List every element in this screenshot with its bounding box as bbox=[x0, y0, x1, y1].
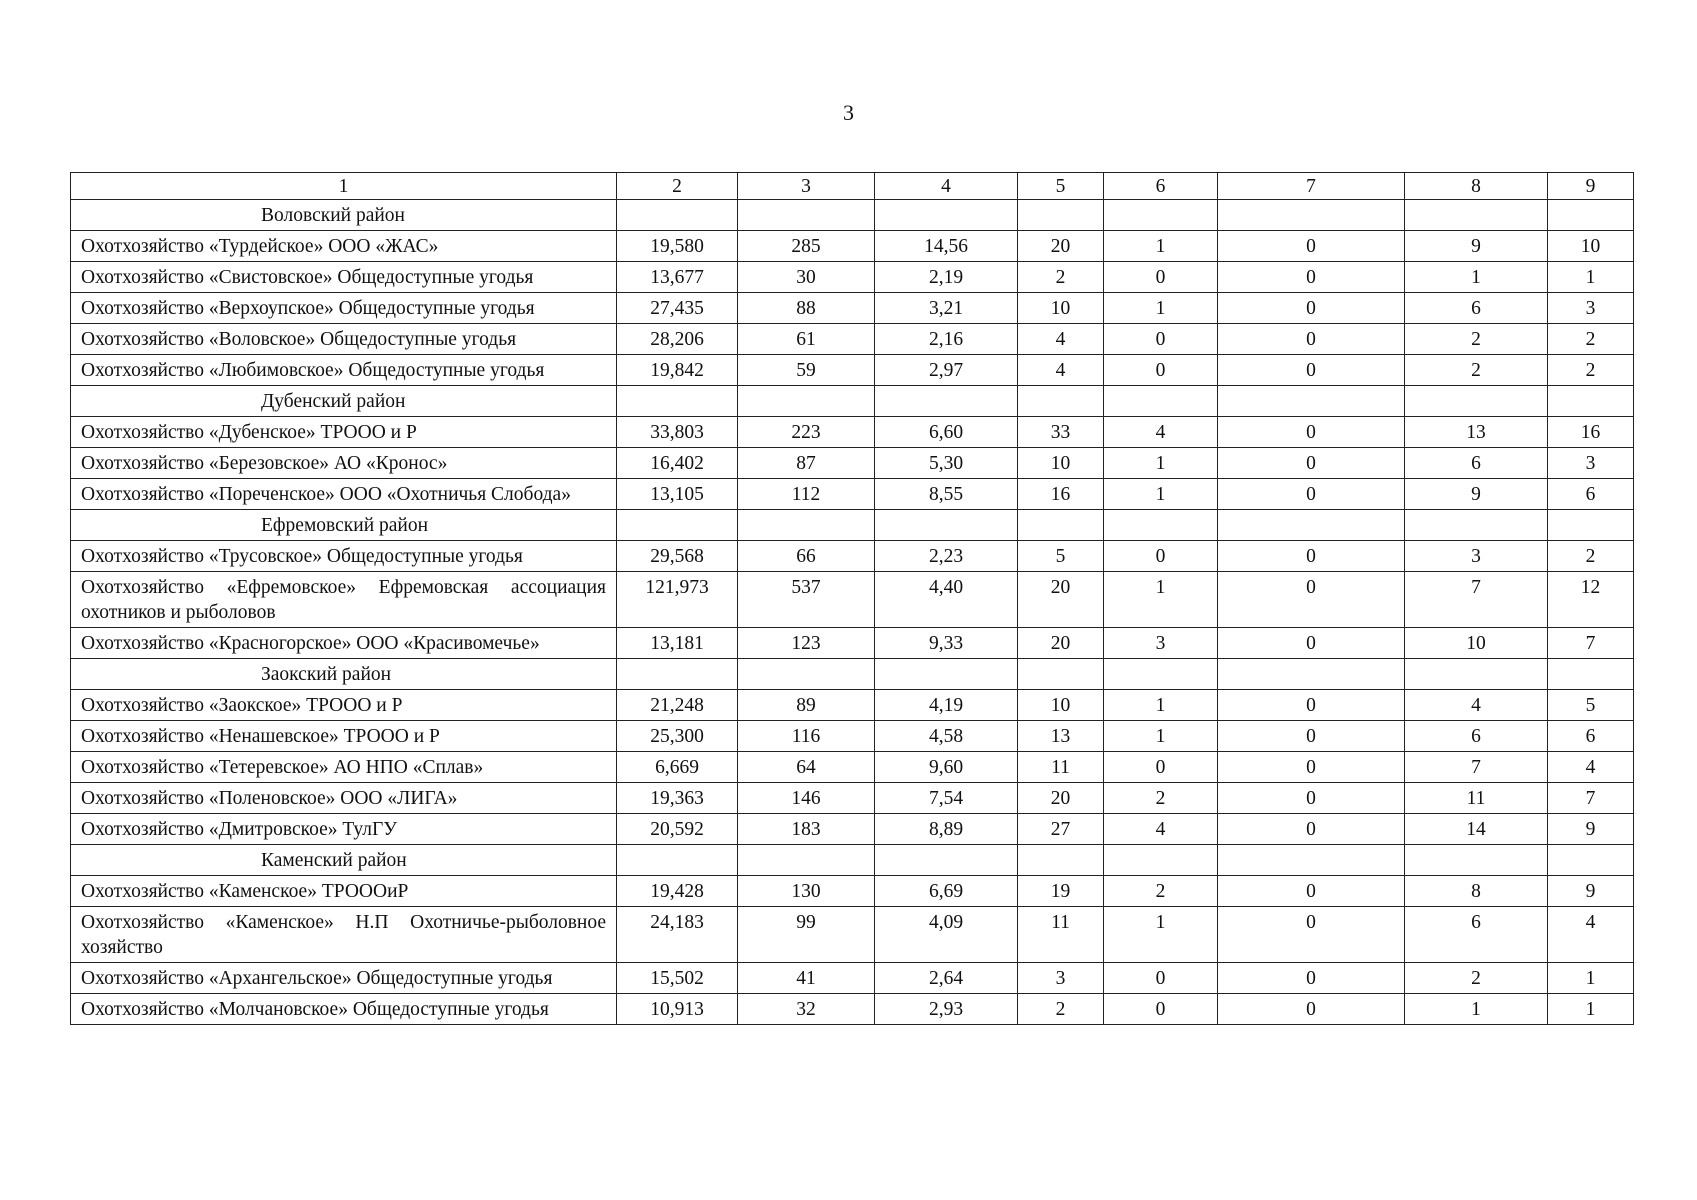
value-cell: 6,69 bbox=[875, 876, 1018, 907]
empty-cell bbox=[1548, 200, 1634, 231]
value-cell: 20 bbox=[1018, 231, 1104, 262]
value-cell: 3 bbox=[1548, 448, 1634, 479]
value-cell: 183 bbox=[738, 814, 875, 845]
table-row bbox=[71, 231, 1634, 262]
farm-name-cell: Охотхозяйство «Заокское» ТРООО и Р bbox=[71, 690, 617, 721]
value-cell: 0 bbox=[1218, 907, 1405, 963]
value-cell: 4,19 bbox=[875, 690, 1018, 721]
farm-name-cell: Охотхозяйство «Свистовское» Общедоступные угодья bbox=[71, 262, 617, 293]
empty-cell bbox=[738, 510, 875, 541]
table-row bbox=[71, 994, 1634, 1025]
value-cell: 2 bbox=[1405, 963, 1548, 994]
empty-cell bbox=[738, 386, 875, 417]
empty-cell bbox=[875, 386, 1018, 417]
value-cell: 0 bbox=[1218, 994, 1405, 1025]
value-cell: 0 bbox=[1218, 628, 1405, 659]
empty-cell bbox=[875, 659, 1018, 690]
value-cell: 10 bbox=[1018, 293, 1104, 324]
value-cell: 1 bbox=[1104, 448, 1218, 479]
value-cell: 8,55 bbox=[875, 479, 1018, 510]
value-cell: 61 bbox=[738, 324, 875, 355]
empty-cell bbox=[1405, 510, 1548, 541]
table-row bbox=[71, 417, 1634, 448]
farm-name-cell: Охотхозяйство «Верхоупское» Общедоступные угодья bbox=[71, 293, 617, 324]
value-cell: 0 bbox=[1104, 262, 1218, 293]
value-cell: 2 bbox=[1548, 541, 1634, 572]
empty-cell bbox=[617, 386, 738, 417]
farm-name-cell: Охотхозяйство «Каменское» ТРОООиР bbox=[71, 876, 617, 907]
value-cell: 88 bbox=[738, 293, 875, 324]
district-name: Каменский район bbox=[71, 845, 617, 876]
value-cell: 10 bbox=[1405, 628, 1548, 659]
table-row bbox=[71, 752, 1634, 783]
value-cell: 16 bbox=[1548, 417, 1634, 448]
district-name: Воловский район bbox=[71, 200, 617, 231]
district-name: Дубенский район bbox=[71, 386, 617, 417]
empty-cell bbox=[1218, 845, 1405, 876]
table-row bbox=[71, 262, 1634, 293]
value-cell: 5,30 bbox=[875, 448, 1018, 479]
value-cell: 6,669 bbox=[617, 752, 738, 783]
farm-name-cell: Охотхозяйство «Ненашевское» ТРООО и Р bbox=[71, 721, 617, 752]
value-cell: 285 bbox=[738, 231, 875, 262]
value-cell: 20,592 bbox=[617, 814, 738, 845]
value-cell: 9 bbox=[1548, 814, 1634, 845]
value-cell: 25,300 bbox=[617, 721, 738, 752]
district-row bbox=[71, 845, 1634, 876]
table-row bbox=[71, 293, 1634, 324]
value-cell: 0 bbox=[1218, 783, 1405, 814]
value-cell: 7 bbox=[1405, 752, 1548, 783]
value-cell: 4 bbox=[1104, 417, 1218, 448]
column-header: 5 bbox=[1018, 173, 1104, 200]
column-header: 1 bbox=[71, 173, 617, 200]
value-cell: 19 bbox=[1018, 876, 1104, 907]
value-cell: 19,363 bbox=[617, 783, 738, 814]
value-cell: 7 bbox=[1548, 783, 1634, 814]
value-cell: 19,428 bbox=[617, 876, 738, 907]
value-cell: 0 bbox=[1218, 231, 1405, 262]
value-cell: 33 bbox=[1018, 417, 1104, 448]
empty-cell bbox=[1218, 386, 1405, 417]
value-cell: 10 bbox=[1018, 690, 1104, 721]
value-cell: 0 bbox=[1218, 572, 1405, 628]
value-cell: 16,402 bbox=[617, 448, 738, 479]
value-cell: 3,21 bbox=[875, 293, 1018, 324]
value-cell: 0 bbox=[1218, 417, 1405, 448]
value-cell: 112 bbox=[738, 479, 875, 510]
value-cell: 1 bbox=[1104, 690, 1218, 721]
value-cell: 2 bbox=[1405, 324, 1548, 355]
value-cell: 4 bbox=[1018, 324, 1104, 355]
farm-name-cell: Охотхозяйство «Каменское» Н.П Охотничье-рыболовное хозяйство bbox=[71, 907, 617, 963]
value-cell: 537 bbox=[738, 572, 875, 628]
table-row bbox=[71, 814, 1634, 845]
empty-cell bbox=[875, 200, 1018, 231]
value-cell: 27 bbox=[1018, 814, 1104, 845]
value-cell: 7,54 bbox=[875, 783, 1018, 814]
farm-name-cell: Охотхозяйство «Воловское» Общедоступные угодья bbox=[71, 324, 617, 355]
column-header: 8 bbox=[1405, 173, 1548, 200]
farm-name-cell: Охотхозяйство «Турдейское» ООО «ЖАС» bbox=[71, 231, 617, 262]
empty-cell bbox=[875, 510, 1018, 541]
empty-cell bbox=[617, 200, 738, 231]
value-cell: 10 bbox=[1548, 231, 1634, 262]
value-cell: 32 bbox=[738, 994, 875, 1025]
value-cell: 33,803 bbox=[617, 417, 738, 448]
empty-cell bbox=[1218, 659, 1405, 690]
table-row bbox=[71, 876, 1634, 907]
value-cell: 3 bbox=[1018, 963, 1104, 994]
value-cell: 1 bbox=[1405, 994, 1548, 1025]
empty-cell bbox=[1018, 200, 1104, 231]
value-cell: 5 bbox=[1018, 541, 1104, 572]
empty-cell bbox=[738, 200, 875, 231]
farm-name-cell: Охотхозяйство «Поленовское» ООО «ЛИГА» bbox=[71, 783, 617, 814]
value-cell: 1 bbox=[1104, 572, 1218, 628]
empty-cell bbox=[1548, 386, 1634, 417]
value-cell: 6 bbox=[1548, 479, 1634, 510]
value-cell: 123 bbox=[738, 628, 875, 659]
value-cell: 1 bbox=[1405, 262, 1548, 293]
value-cell: 9 bbox=[1405, 231, 1548, 262]
column-header: 6 bbox=[1104, 173, 1218, 200]
value-cell: 2 bbox=[1405, 355, 1548, 386]
value-cell: 13,181 bbox=[617, 628, 738, 659]
value-cell: 0 bbox=[1218, 721, 1405, 752]
value-cell: 0 bbox=[1104, 963, 1218, 994]
value-cell: 19,580 bbox=[617, 231, 738, 262]
value-cell: 0 bbox=[1218, 355, 1405, 386]
farm-name-cell: Охотхозяйство «Дубенское» ТРООО и Р bbox=[71, 417, 617, 448]
table-row bbox=[71, 448, 1634, 479]
column-header: 3 bbox=[738, 173, 875, 200]
value-cell: 1 bbox=[1548, 262, 1634, 293]
farm-name-cell: Охотхозяйство «Березовское» АО «Кронос» bbox=[71, 448, 617, 479]
value-cell: 0 bbox=[1218, 752, 1405, 783]
value-cell: 2 bbox=[1104, 783, 1218, 814]
farm-name-cell: Охотхозяйство «Трусовское» Общедоступные угодья bbox=[71, 541, 617, 572]
farm-name-cell: Охотхозяйство «Молчановское» Общедоступные угодья bbox=[71, 994, 617, 1025]
value-cell: 13,105 bbox=[617, 479, 738, 510]
table-row bbox=[71, 355, 1634, 386]
value-cell: 2,97 bbox=[875, 355, 1018, 386]
value-cell: 20 bbox=[1018, 572, 1104, 628]
empty-cell bbox=[1104, 200, 1218, 231]
value-cell: 9,60 bbox=[875, 752, 1018, 783]
empty-cell bbox=[1548, 659, 1634, 690]
value-cell: 4,40 bbox=[875, 572, 1018, 628]
value-cell: 4,09 bbox=[875, 907, 1018, 963]
value-cell: 1 bbox=[1548, 994, 1634, 1025]
empty-cell bbox=[617, 510, 738, 541]
farm-name-cell: Охотхозяйство «Любимовское» Общедоступные угодья bbox=[71, 355, 617, 386]
value-cell: 146 bbox=[738, 783, 875, 814]
empty-cell bbox=[1548, 845, 1634, 876]
empty-cell bbox=[1104, 510, 1218, 541]
empty-cell bbox=[1405, 200, 1548, 231]
value-cell: 0 bbox=[1104, 355, 1218, 386]
value-cell: 0 bbox=[1104, 752, 1218, 783]
value-cell: 4,58 bbox=[875, 721, 1018, 752]
value-cell: 6 bbox=[1405, 293, 1548, 324]
value-cell: 87 bbox=[738, 448, 875, 479]
district-row bbox=[71, 386, 1634, 417]
district-row bbox=[71, 200, 1634, 231]
column-header: 7 bbox=[1218, 173, 1405, 200]
value-cell: 1 bbox=[1548, 963, 1634, 994]
value-cell: 89 bbox=[738, 690, 875, 721]
district-row bbox=[71, 659, 1634, 690]
value-cell: 0 bbox=[1218, 448, 1405, 479]
value-cell: 116 bbox=[738, 721, 875, 752]
empty-cell bbox=[738, 845, 875, 876]
empty-cell bbox=[738, 659, 875, 690]
value-cell: 14 bbox=[1405, 814, 1548, 845]
value-cell: 8,89 bbox=[875, 814, 1018, 845]
value-cell: 29,568 bbox=[617, 541, 738, 572]
empty-cell bbox=[1018, 386, 1104, 417]
hunting-farms-table bbox=[70, 172, 1634, 1025]
value-cell: 4 bbox=[1018, 355, 1104, 386]
column-header: 9 bbox=[1548, 173, 1634, 200]
value-cell: 4 bbox=[1104, 814, 1218, 845]
value-cell: 6 bbox=[1405, 721, 1548, 752]
value-cell: 24,183 bbox=[617, 907, 738, 963]
column-header: 2 bbox=[617, 173, 738, 200]
value-cell: 2 bbox=[1104, 876, 1218, 907]
table-row bbox=[71, 541, 1634, 572]
value-cell: 0 bbox=[1218, 690, 1405, 721]
farm-name-cell: Охотхозяйство «Дмитровское» ТулГУ bbox=[71, 814, 617, 845]
empty-cell bbox=[1405, 386, 1548, 417]
value-cell: 2 bbox=[1018, 262, 1104, 293]
value-cell: 0 bbox=[1104, 994, 1218, 1025]
value-cell: 0 bbox=[1218, 324, 1405, 355]
value-cell: 28,206 bbox=[617, 324, 738, 355]
table-body bbox=[71, 173, 1634, 1025]
value-cell: 0 bbox=[1104, 324, 1218, 355]
value-cell: 11 bbox=[1018, 907, 1104, 963]
table-row bbox=[71, 479, 1634, 510]
value-cell: 0 bbox=[1218, 479, 1405, 510]
value-cell: 130 bbox=[738, 876, 875, 907]
value-cell: 9 bbox=[1548, 876, 1634, 907]
value-cell: 0 bbox=[1218, 262, 1405, 293]
value-cell: 64 bbox=[738, 752, 875, 783]
value-cell: 1 bbox=[1104, 721, 1218, 752]
farm-name-cell: Охотхозяйство «Тетеревское» АО НПО «Сплав» bbox=[71, 752, 617, 783]
value-cell: 4 bbox=[1405, 690, 1548, 721]
farm-name-cell: Охотхозяйство «Красногорское» ООО «Красивомечье» bbox=[71, 628, 617, 659]
value-cell: 0 bbox=[1104, 541, 1218, 572]
value-cell: 121,973 bbox=[617, 572, 738, 628]
value-cell: 11 bbox=[1018, 752, 1104, 783]
value-cell: 1 bbox=[1104, 907, 1218, 963]
page-number: 3 bbox=[843, 100, 854, 125]
value-cell: 27,435 bbox=[617, 293, 738, 324]
district-name: Ефремовский район bbox=[71, 510, 617, 541]
value-cell: 59 bbox=[738, 355, 875, 386]
value-cell: 6 bbox=[1548, 721, 1634, 752]
value-cell: 16 bbox=[1018, 479, 1104, 510]
farm-name-cell: Охотхозяйство «Ефремовское» Ефремовская ассоциация охотников и рыболовов bbox=[71, 572, 617, 628]
value-cell: 41 bbox=[738, 963, 875, 994]
value-cell: 0 bbox=[1218, 963, 1405, 994]
value-cell: 66 bbox=[738, 541, 875, 572]
column-header: 4 bbox=[875, 173, 1018, 200]
value-cell: 12 bbox=[1548, 572, 1634, 628]
header-row bbox=[71, 173, 1634, 200]
empty-cell bbox=[1018, 510, 1104, 541]
value-cell: 14,56 bbox=[875, 231, 1018, 262]
table-row bbox=[71, 690, 1634, 721]
value-cell: 0 bbox=[1218, 814, 1405, 845]
value-cell: 11 bbox=[1405, 783, 1548, 814]
value-cell: 2,93 bbox=[875, 994, 1018, 1025]
value-cell: 10,913 bbox=[617, 994, 738, 1025]
value-cell: 20 bbox=[1018, 783, 1104, 814]
value-cell: 2 bbox=[1548, 324, 1634, 355]
value-cell: 2,64 bbox=[875, 963, 1018, 994]
value-cell: 4 bbox=[1548, 907, 1634, 963]
empty-cell bbox=[1218, 510, 1405, 541]
empty-cell bbox=[1104, 659, 1218, 690]
value-cell: 19,842 bbox=[617, 355, 738, 386]
value-cell: 9,33 bbox=[875, 628, 1018, 659]
empty-cell bbox=[1018, 845, 1104, 876]
value-cell: 7 bbox=[1405, 572, 1548, 628]
value-cell: 2,23 bbox=[875, 541, 1018, 572]
value-cell: 0 bbox=[1218, 541, 1405, 572]
farm-name-cell: Охотхозяйство «Пореченское» ООО «Охотничья Слобода» bbox=[71, 479, 617, 510]
table-row bbox=[71, 783, 1634, 814]
table-row bbox=[71, 721, 1634, 752]
value-cell: 5 bbox=[1548, 690, 1634, 721]
value-cell: 30 bbox=[738, 262, 875, 293]
table-row bbox=[71, 628, 1634, 659]
value-cell: 2 bbox=[1548, 355, 1634, 386]
value-cell: 0 bbox=[1218, 876, 1405, 907]
value-cell: 223 bbox=[738, 417, 875, 448]
value-cell: 2 bbox=[1018, 994, 1104, 1025]
empty-cell bbox=[1548, 510, 1634, 541]
farm-name-cell: Охотхозяйство «Архангельское» Общедоступные угодья bbox=[71, 963, 617, 994]
value-cell: 13 bbox=[1018, 721, 1104, 752]
value-cell: 6 bbox=[1405, 448, 1548, 479]
empty-cell bbox=[1405, 659, 1548, 690]
value-cell: 15,502 bbox=[617, 963, 738, 994]
value-cell: 20 bbox=[1018, 628, 1104, 659]
value-cell: 9 bbox=[1405, 479, 1548, 510]
value-cell: 3 bbox=[1405, 541, 1548, 572]
empty-cell bbox=[617, 845, 738, 876]
table-row bbox=[71, 963, 1634, 994]
empty-cell bbox=[617, 659, 738, 690]
value-cell: 4 bbox=[1548, 752, 1634, 783]
table-row bbox=[71, 907, 1634, 963]
table-row bbox=[71, 572, 1634, 628]
empty-cell bbox=[1104, 845, 1218, 876]
value-cell: 1 bbox=[1104, 293, 1218, 324]
value-cell: 10 bbox=[1018, 448, 1104, 479]
value-cell: 1 bbox=[1104, 231, 1218, 262]
value-cell: 99 bbox=[738, 907, 875, 963]
value-cell: 21,248 bbox=[617, 690, 738, 721]
value-cell: 1 bbox=[1104, 479, 1218, 510]
empty-cell bbox=[1018, 659, 1104, 690]
value-cell: 7 bbox=[1548, 628, 1634, 659]
empty-cell bbox=[1405, 845, 1548, 876]
value-cell: 13,677 bbox=[617, 262, 738, 293]
value-cell: 2,19 bbox=[875, 262, 1018, 293]
empty-cell bbox=[1218, 200, 1405, 231]
value-cell: 0 bbox=[1218, 293, 1405, 324]
empty-cell bbox=[1104, 386, 1218, 417]
district-row bbox=[71, 510, 1634, 541]
district-name: Заокский район bbox=[71, 659, 617, 690]
value-cell: 2,16 bbox=[875, 324, 1018, 355]
value-cell: 3 bbox=[1104, 628, 1218, 659]
empty-cell bbox=[875, 845, 1018, 876]
value-cell: 8 bbox=[1405, 876, 1548, 907]
value-cell: 3 bbox=[1548, 293, 1634, 324]
value-cell: 6 bbox=[1405, 907, 1548, 963]
table-row bbox=[71, 324, 1634, 355]
value-cell: 6,60 bbox=[875, 417, 1018, 448]
value-cell: 13 bbox=[1405, 417, 1548, 448]
